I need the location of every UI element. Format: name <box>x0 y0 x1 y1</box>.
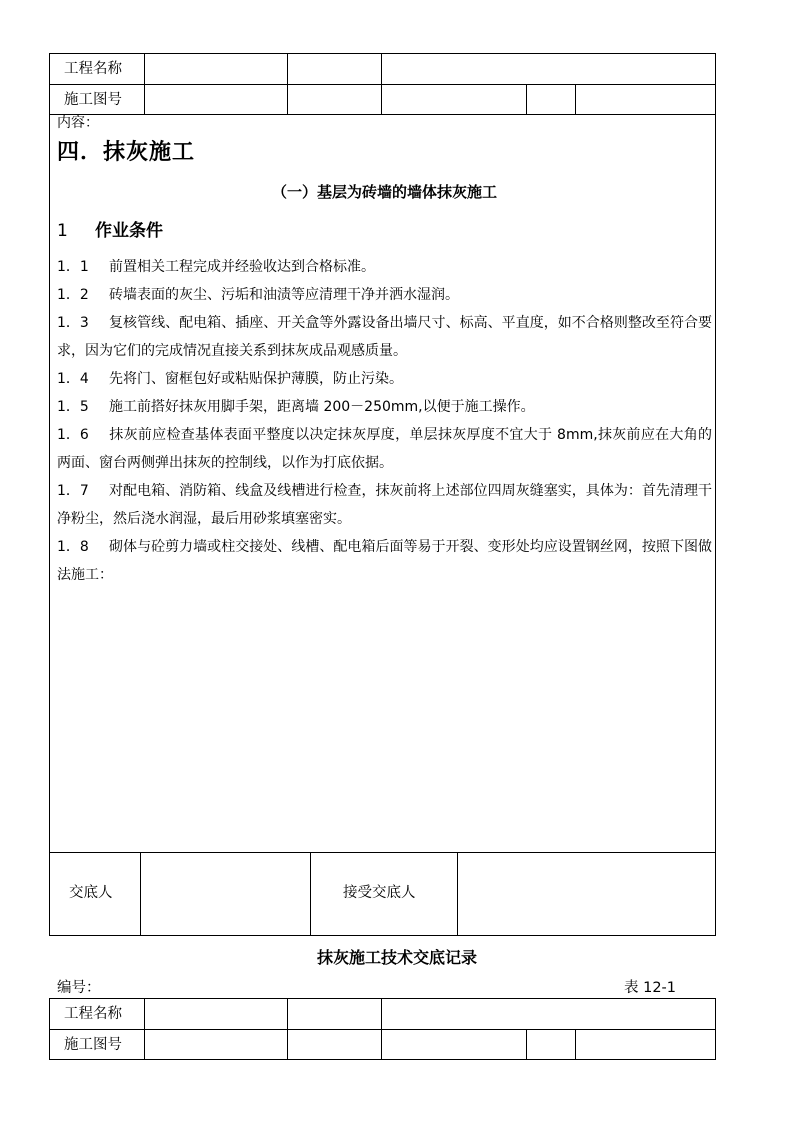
item-number: 1．6 <box>57 427 89 443</box>
form-line <box>715 998 716 1060</box>
item-list <box>57 253 712 589</box>
item-number: 1．5 <box>57 399 89 415</box>
form-line <box>310 852 311 936</box>
list-item <box>57 365 712 393</box>
list-item <box>57 253 712 281</box>
item-text: 对配电箱、消防箱、线盒及线槽进行检查，抹灰前将上述部位四周灰缝塞实，具体为：首先清理干净粉尘，然后浇水润湿，最后用砂浆填塞密实。 <box>57 483 712 527</box>
form-line <box>49 852 716 853</box>
form-line <box>49 998 50 1060</box>
drawing-no-label: 施工图号 <box>64 92 122 108</box>
section-title: 四．抹灰施工 <box>57 139 196 165</box>
item-text: 先将门、窗框包好或粘贴保护薄膜，防止污染。 <box>109 371 403 387</box>
item-number: 1．4 <box>57 371 89 387</box>
item-number: 1．2 <box>57 287 89 303</box>
form-line <box>381 53 382 115</box>
item-text: 复核管线、配电箱、插座、开关盒等外露设备出墙尺寸、标高、平直度，如不合格则整改至符合要求，因为它们的完成情况直接关系到抹灰成品观感质量。 <box>57 315 712 359</box>
heading <box>57 220 712 242</box>
form-line <box>287 998 288 1060</box>
item-text: 抹灰前应检查基体表面平整度以决定抹灰厚度，单层抹灰厚度不宜大于 8mm,抹灰前应在大角的两面、窗台两侧弹出抹灰的控制线，以作为打底依据。 <box>57 427 712 471</box>
form-line <box>526 1029 527 1060</box>
item-text: 施工前搭好抹灰用脚手架，距离墙 200－250mm,以便于施工操作。 <box>109 399 535 415</box>
item-number: 1．1 <box>57 259 89 275</box>
item-text: 前置相关工程完成并经验收达到合格标准。 <box>109 259 375 275</box>
form-line <box>575 84 576 115</box>
table-number: 表 12-1 <box>624 980 677 996</box>
form-line <box>49 1059 716 1060</box>
form-line <box>49 998 716 999</box>
project-name-label: 工程名称 <box>64 1006 122 1022</box>
item-number: 1．8 <box>57 539 89 555</box>
form-line <box>457 852 458 936</box>
list-item <box>57 281 712 309</box>
form-line <box>144 53 145 115</box>
content-area <box>57 114 712 589</box>
item-text: 砌体与砼剪力墙或柱交接处、线槽、配电箱后面等易于开裂、变形处均应设置钢丝网，按照下图做法施工： <box>57 539 712 583</box>
serial-no-label: 编号： <box>57 980 101 996</box>
form-line <box>49 53 50 936</box>
list-item <box>57 309 712 365</box>
form-line <box>49 1029 716 1030</box>
form-line <box>49 53 716 54</box>
list-item <box>57 393 712 421</box>
drawing-no-label: 施工图号 <box>64 1037 122 1053</box>
form-line <box>49 84 716 85</box>
form-line <box>49 935 716 936</box>
item-text: 砖墙表面的灰尘、污垢和油渍等应清理干净并洒水湿润。 <box>109 287 459 303</box>
form-line <box>381 998 382 1060</box>
content-label: 内容： <box>57 115 99 131</box>
form-line <box>144 998 145 1060</box>
heading-text: 作业条件 <box>95 221 163 241</box>
item-number: 1．3 <box>57 315 89 331</box>
heading-number: 1 <box>57 221 68 241</box>
list-item <box>57 421 712 477</box>
form-line <box>287 53 288 115</box>
form-line <box>575 1029 576 1060</box>
form-line <box>715 53 716 936</box>
receiver-person-label: 接受交底人 <box>343 885 416 901</box>
form-line <box>526 84 527 115</box>
list-item <box>57 477 712 533</box>
project-name-label: 工程名称 <box>64 61 122 77</box>
form-title: 抹灰施工技术交底记录 <box>316 948 477 967</box>
list-item <box>57 533 712 589</box>
item-number: 1．7 <box>57 483 89 499</box>
handover-person-label: 交底人 <box>69 885 113 901</box>
form-line <box>140 852 141 936</box>
subsection-title: （一）基层为砖墙的墙体抹灰施工 <box>271 183 497 201</box>
